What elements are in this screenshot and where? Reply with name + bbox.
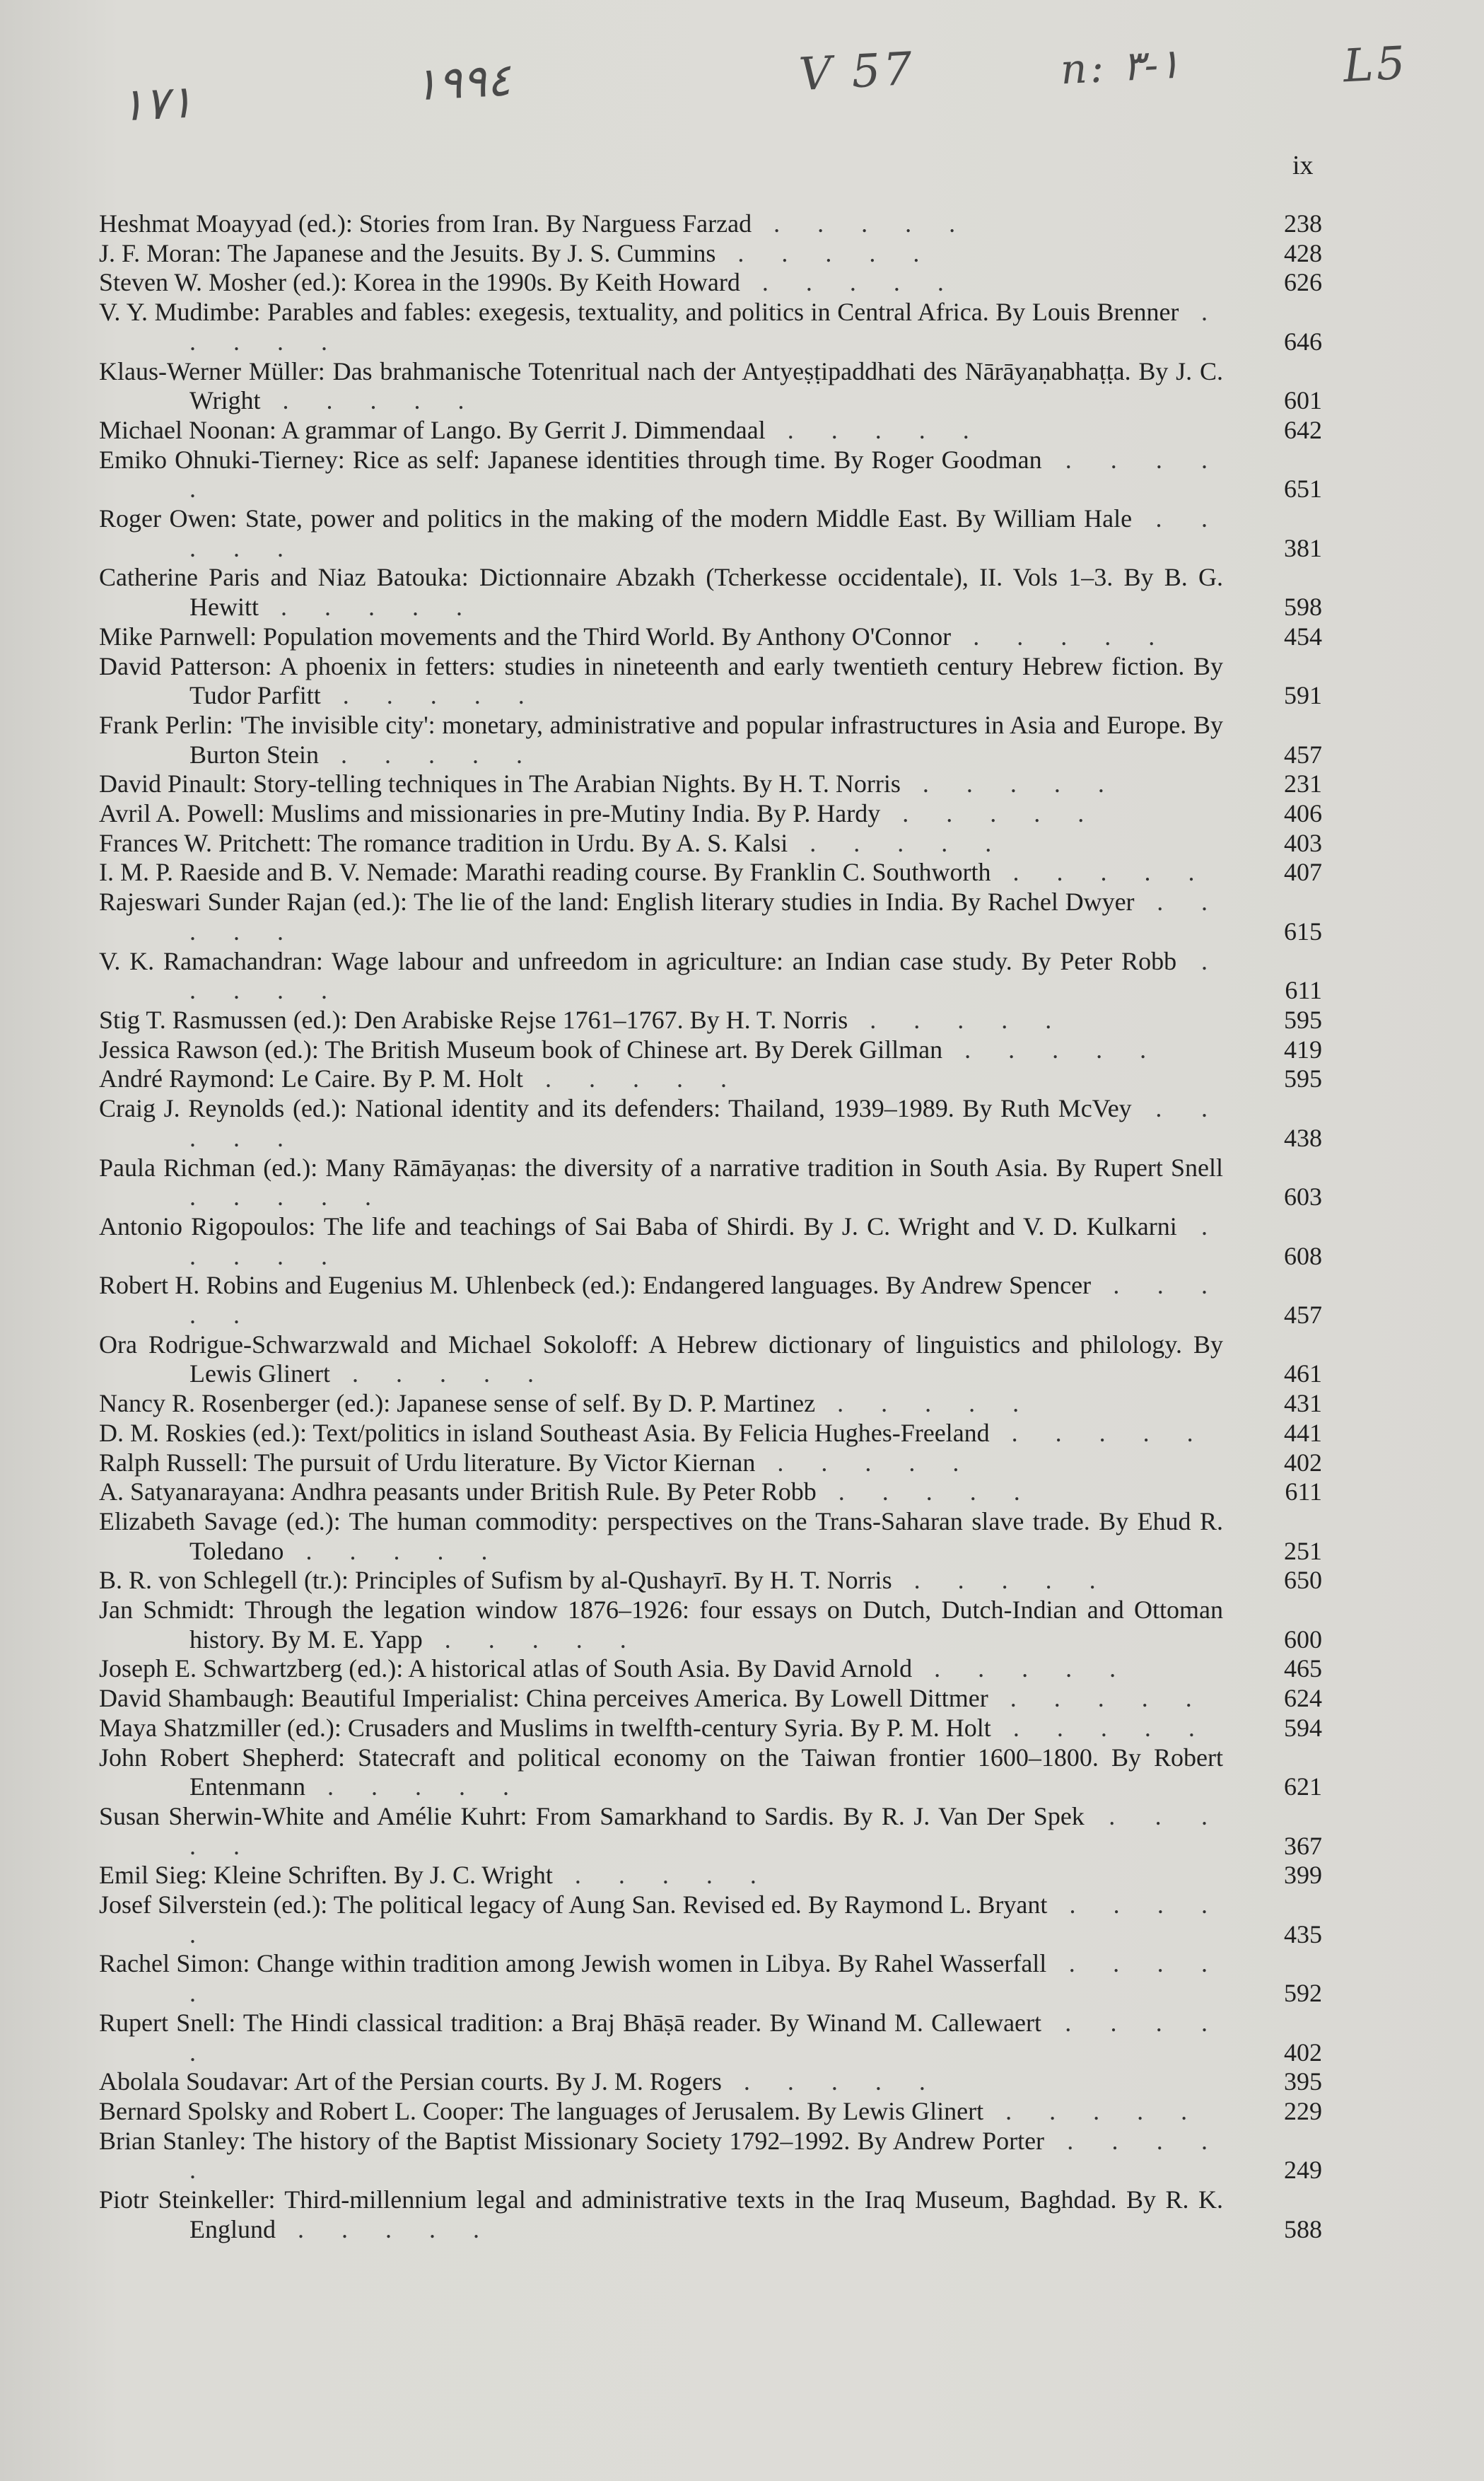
leader-dots: . . . . . [189,445,1224,504]
handwritten-mark: n: ١-٣ [1059,39,1181,94]
list-item [99,1212,1322,1271]
leader-dots: . . . . . [189,504,1223,562]
list-item [99,1005,1322,1035]
entry-text: Catherine Paris and Niaz Batouka: Dictionnaire Abzakh (Tcherkesse occidentale), II. Vols 1–3. By B. G. Hewitt [99,563,1223,622]
leader-dots: . . . . . [522,1064,742,1093]
leader-dots: . . . . . [260,386,480,415]
list-item [99,1743,1322,1802]
leader-dots: . . . . . [912,1654,1132,1683]
leader-dots: . . . . . [189,298,1224,356]
entry-text: Nancy R. Rosenberger (ed.): Japanese sense of self. By D. P. Martinez [99,1389,816,1418]
list-item [99,1330,1322,1389]
leader-dots: . . . . . [991,1713,1210,1742]
leader-dots: . . . . . [951,622,1171,651]
entry-page: 431 [1284,1389,1322,1418]
entry-page: 457 [1284,740,1322,769]
leader-dots: . . . . . [983,2097,1203,2125]
entry-text: Klaus-Werner Müller: Das brahmanische Totenritual nach der Antyeṣṭipaddhati des Nārāyaṇabhaṭṭa. By J. C. Wright [99,356,1223,415]
entry-text: B. R. von Schlegell (tr.): Principles of Sufism by al-Qushayrī. By H. T. Norris [99,1566,892,1595]
entry-page: 428 [1284,238,1322,267]
list-item [99,209,1322,239]
entry-text: J. F. Moran: The Japanese and the Jesuits. By J. S. Cummins [99,238,716,267]
entry-page: 399 [1284,1861,1322,1890]
leader-dots: . . . . . [988,1684,1208,1713]
entry-text: Frances W. Pritchett: The romance tradition in Urdu. By A. S. Kalsi [99,828,788,857]
leader-dots: . . . . . [189,1094,1223,1152]
entry-text: David Shambaugh: Beautiful Imperialist: China perceives America. By Lowell Dittmer [99,1684,988,1713]
leader-dots: . . . . . [319,740,539,769]
entry-text: Robert H. Robins and Eugenius M. Uhlenbeck (ed.): Endangered languages. By Andrew Spencer [99,1271,1092,1300]
review-index-list [99,209,1322,2245]
entry-text: A. Satyanarayana: Andhra peasants under British Rule. By Peter Robb [99,1477,817,1506]
list-item [99,1566,1322,1596]
list-item [99,710,1322,769]
entry-text: Brian Stanley: The history of the Baptist Missionary Society 1792–1992. By Andrew Porter [99,2126,1045,2155]
leader-dots: . . . . . [189,2126,1223,2185]
entry-page: 598 [1284,593,1322,622]
entry-page: 608 [1284,1241,1322,1270]
entry-text: Roger Owen: State, power and politics in the making of the modern Middle East. By William Hale [99,504,1133,533]
list-item [99,415,1322,446]
list-item [99,2126,1322,2185]
entry-text: Antonio Rigopoulos: The life and teachings of Sai Baba of Shirdi. By J. C. Wright and V. D. Kulkarni [99,1212,1177,1240]
entry-page: 406 [1284,799,1322,828]
entry-page: 603 [1284,1183,1322,1212]
list-item [99,1448,1322,1478]
list-item [99,1271,1322,1330]
list-item [99,858,1322,888]
entry-text: David Pinault: Story-telling techniques in The Arabian Nights. By H. T. Norris [99,769,901,798]
list-item [99,799,1322,829]
entry-page: 402 [1284,1448,1322,1477]
list-item [99,1153,1322,1212]
entry-text: Frank Perlin: 'The invisible city': monetary, administrative and popular infrastructures in Asia and Europe. By Burton Stein [99,710,1223,769]
entry-page: 651 [1284,475,1322,504]
entry-page: 461 [1284,1359,1322,1388]
entry-page: 621 [1284,1772,1322,1801]
entry-page: 626 [1284,268,1322,297]
leader-dots: . . . . . [752,209,971,238]
entry-page: 395 [1284,2067,1322,2096]
entry-text: Heshmat Moayyad (ed.): Stories from Iran. By Narguess Farzad [99,209,752,238]
entry-page: 381 [1284,533,1322,562]
list-item [99,504,1322,563]
entry-page: 457 [1284,1301,1322,1330]
entry-text: André Raymond: Le Caire. By P. M. Holt [99,1064,523,1093]
entry-page: 403 [1284,828,1322,857]
list-item [99,238,1322,269]
handwritten-mark: ١٩٩٤ [412,54,513,112]
entry-text: David Patterson: A phoenix in fetters: studies in nineteenth and early twentieth century Hebrew fiction. By Tudor Parfitt [99,651,1223,710]
entry-page: 441 [1284,1418,1322,1447]
entry-page: 594 [1284,1713,1322,1742]
entry-page: 601 [1284,386,1322,415]
leader-dots: . . . . . [189,1212,1224,1270]
leader-dots: . . . . . [552,1861,772,1890]
leader-dots: . . . . . [788,828,1007,857]
entry-page: 642 [1284,415,1322,444]
leader-dots: . . . . . [816,1477,1036,1506]
leader-dots: . . . . . [815,1389,1035,1418]
entry-page: 650 [1284,1566,1322,1595]
entry-page: 407 [1284,858,1322,887]
entry-text: Bernard Spolsky and Robert L. Cooper: The languages of Jerusalem. By Lewis Glinert [99,2097,984,2125]
entry-text: Emil Sieg: Kleine Schriften. By J. C. Wright [99,1861,553,1890]
entry-text: Elizabeth Savage (ed.): The human commodity: perspectives on the Trans-Saharan slave trade. By Ehud R. Toledano [99,1506,1223,1565]
leader-dots: . . . . . [284,1536,503,1565]
list-item [99,1389,1322,1419]
entry-text: Susan Sherwin-White and Amélie Kuhrt: From Samarkhand to Sardis. By R. J. Van Der Spek [99,1801,1085,1830]
list-item [99,888,1322,946]
entry-page: 454 [1284,622,1322,651]
list-item [99,1418,1322,1448]
entry-page: 231 [1284,769,1322,798]
leader-dots: . . . . . [740,268,959,297]
leader-dots: . . . . . [320,681,540,710]
entry-page: 615 [1284,917,1322,946]
leader-dots: . . . . . [189,1183,387,1212]
list-item [99,1506,1322,1566]
handwritten-mark: L5 [1342,37,1410,93]
entry-page: 238 [1284,209,1322,238]
leader-dots: . . . . . [715,238,935,267]
entry-page: 624 [1284,1684,1322,1713]
list-item [99,563,1322,622]
entry-text: Piotr Steinkeller: Third-millennium legal and administrative texts in the Iraq Museum, Baghdad. By R. K. Englund [99,2185,1223,2243]
entry-page: 595 [1284,1064,1322,1093]
entry-page: 595 [1284,1005,1322,1034]
entry-page: 600 [1284,1625,1322,1654]
list-item [99,298,1322,356]
list-item [99,1596,1322,1654]
entry-text: Maya Shatzmiller (ed.): Crusaders and Muslims in twelfth-century Syria. By P. M. Holt [99,1713,991,1742]
list-item [99,1890,1322,1949]
entry-page: 465 [1284,1654,1322,1683]
entry-text: Ora Rodrigue-Schwarzwald and Michael Sokoloff: A Hebrew dictionary of linguistics and philology. By Lewis Glinert [99,1330,1223,1388]
list-item [99,2097,1322,2127]
entry-text: Stig T. Rasmussen (ed.): Den Arabiske Rejse 1761–1767. By H. T. Norris [99,1005,848,1034]
entry-text: D. M. Roskies (ed.): Text/politics in island Southeast Asia. By Felicia Hughes-Freeland [99,1418,990,1447]
entry-page: 591 [1284,681,1322,710]
entry-text: Jan Schmidt: Through the legation window 1876–1926: four essays on Dutch, Dutch-Indian and Ottoman history. By M. E. Yapp [99,1596,1223,1654]
entry-page: 438 [1284,1123,1322,1152]
list-item [99,1713,1322,1743]
leader-dots: . . . . . [848,1005,1068,1034]
list-item [99,356,1322,416]
leader-dots: . . . . . [189,2008,1223,2067]
entry-page: 249 [1284,2156,1322,2185]
entry-text: I. M. P. Raeside and B. V. Nemade: Marathi reading course. By Franklin C. Southworth [99,858,991,887]
list-item [99,1949,1322,2008]
entry-text: Rajeswari Sunder Rajan (ed.): The lie of the land: English literary studies in India. By Rachel Dwyer [99,888,1135,917]
leader-dots: . . . . . [880,799,1100,828]
leader-dots: . . . . . [189,1801,1223,1860]
leader-dots: . . . . . [276,2214,495,2243]
leader-dots: . . . . . [189,1949,1224,2008]
entry-text: Joseph E. Schwartzberg (ed.): A historical atlas of South Asia. By David Arnold [99,1654,913,1683]
leader-dots: . . . . . [305,1772,525,1801]
list-item [99,769,1322,799]
list-item [99,828,1322,859]
entry-text: John Robert Shepherd: Statecraft and political economy on the Taiwan frontier 1600–1800. By Robert Entenmann [99,1743,1223,1801]
list-item [99,1035,1322,1065]
entry-page: 611 [1285,976,1322,1005]
entry-page: 592 [1284,1979,1322,2008]
leader-dots: . . . . . [755,1448,975,1477]
handwritten-mark: ١٧١ [119,76,194,132]
handwritten-annotation [0,28,1484,134]
entry-text: Jessica Rawson (ed.): The British Museum book of Chinese art. By Derek Gillman [99,1035,943,1064]
entry-page: 435 [1284,1919,1322,1948]
leader-dots: . . . . . [189,946,1223,1005]
leader-dots: . . . . . [329,1359,549,1388]
leader-dots: . . . . . [991,858,1210,887]
leader-dots: . . . . . [892,1566,1111,1595]
entry-page: 588 [1284,2214,1322,2243]
list-item [99,946,1322,1006]
list-item [99,1094,1322,1153]
list-item [99,445,1322,504]
list-item [99,268,1322,298]
list-item [99,1477,1322,1507]
list-item [99,1861,1322,1890]
list-item [99,1684,1322,1714]
entry-page: 229 [1284,2097,1322,2125]
entry-text: Abolala Soudavar: Art of the Persian courts. By J. M. Rogers [99,2067,722,2096]
list-item [99,622,1322,652]
leader-dots: . . . . . [721,2067,941,2096]
list-item [99,1654,1322,1684]
entry-text: Michael Noonan: A grammar of Lango. By Gerrit J. Dimmendaal [99,415,766,444]
entry-text: Paula Richman (ed.): Many Rāmāyaṇas: the diversity of a narrative tradition in South Asia. By Rupert Snell [99,1153,1223,1182]
entry-text: Emiko Ohnuki-Tierney: Rice as self: Japanese identities through time. By Roger Goodman [99,445,1042,474]
list-item [99,651,1322,711]
entry-text: V. Y. Mudimbe: Parables and fables: exegesis, textuality, and politics in Central Africa. By Louis Brenner [99,298,1179,327]
entry-page: 367 [1284,1831,1322,1860]
entry-text: Ralph Russell: The pursuit of Urdu literature. By Victor Kiernan [99,1448,756,1477]
entry-text: Rachel Simon: Change within tradition among Jewish women in Libya. By Rahel Wasserfall [99,1949,1047,1978]
entry-text: Mike Parnwell: Population movements and the Third World. By Anthony O'Connor [99,622,952,651]
list-item [99,2008,1322,2067]
leader-dots: . . . . . [765,415,985,444]
leader-dots: . . . . . [422,1625,642,1654]
entry-page: 402 [1284,2038,1322,2067]
list-item [99,2185,1322,2244]
entry-text: Steven W. Mosher (ed.): Korea in the 1990s. By Keith Howard [99,268,740,297]
leader-dots: . . . . . [189,1271,1223,1330]
entry-text: Rupert Snell: The Hindi classical tradition: a Braj Bhāṣā reader. By Winand M. Callewaert [99,2008,1042,2037]
entry-text: Josef Silverstein (ed.): The political legacy of Aung San. Revised ed. By Raymond L. Bryant [99,1890,1048,1919]
entry-text: Craig J. Reynolds (ed.): National identity and its defenders: Thailand, 1939–1989. By Ruth McVey [99,1094,1132,1123]
list-item [99,1064,1322,1094]
leader-dots: . . . . . [189,888,1223,946]
handwritten-mark: V 57 [797,42,916,102]
entry-text: V. K. Ramachandran: Wage labour and unfreedom in agriculture: an Indian case study. By Peter Robb [99,946,1177,975]
entry-page: 646 [1284,327,1322,356]
leader-dots: . . . . . [989,1418,1209,1447]
page-number: ix [1292,151,1314,180]
list-item [99,1801,1322,1861]
entry-page: 419 [1284,1035,1322,1064]
list-item [99,2067,1322,2097]
leader-dots: . . . . . [258,593,478,622]
leader-dots: . . . . . [942,1035,1162,1064]
entry-text: Avril A. Powell: Muslims and missionaries in pre-Mutiny India. By P. Hardy [99,799,881,828]
entry-page: 611 [1285,1477,1322,1506]
leader-dots: . . . . . [900,769,1120,798]
leader-dots: . . . . . [189,1890,1224,1948]
entry-page: 251 [1284,1536,1322,1565]
